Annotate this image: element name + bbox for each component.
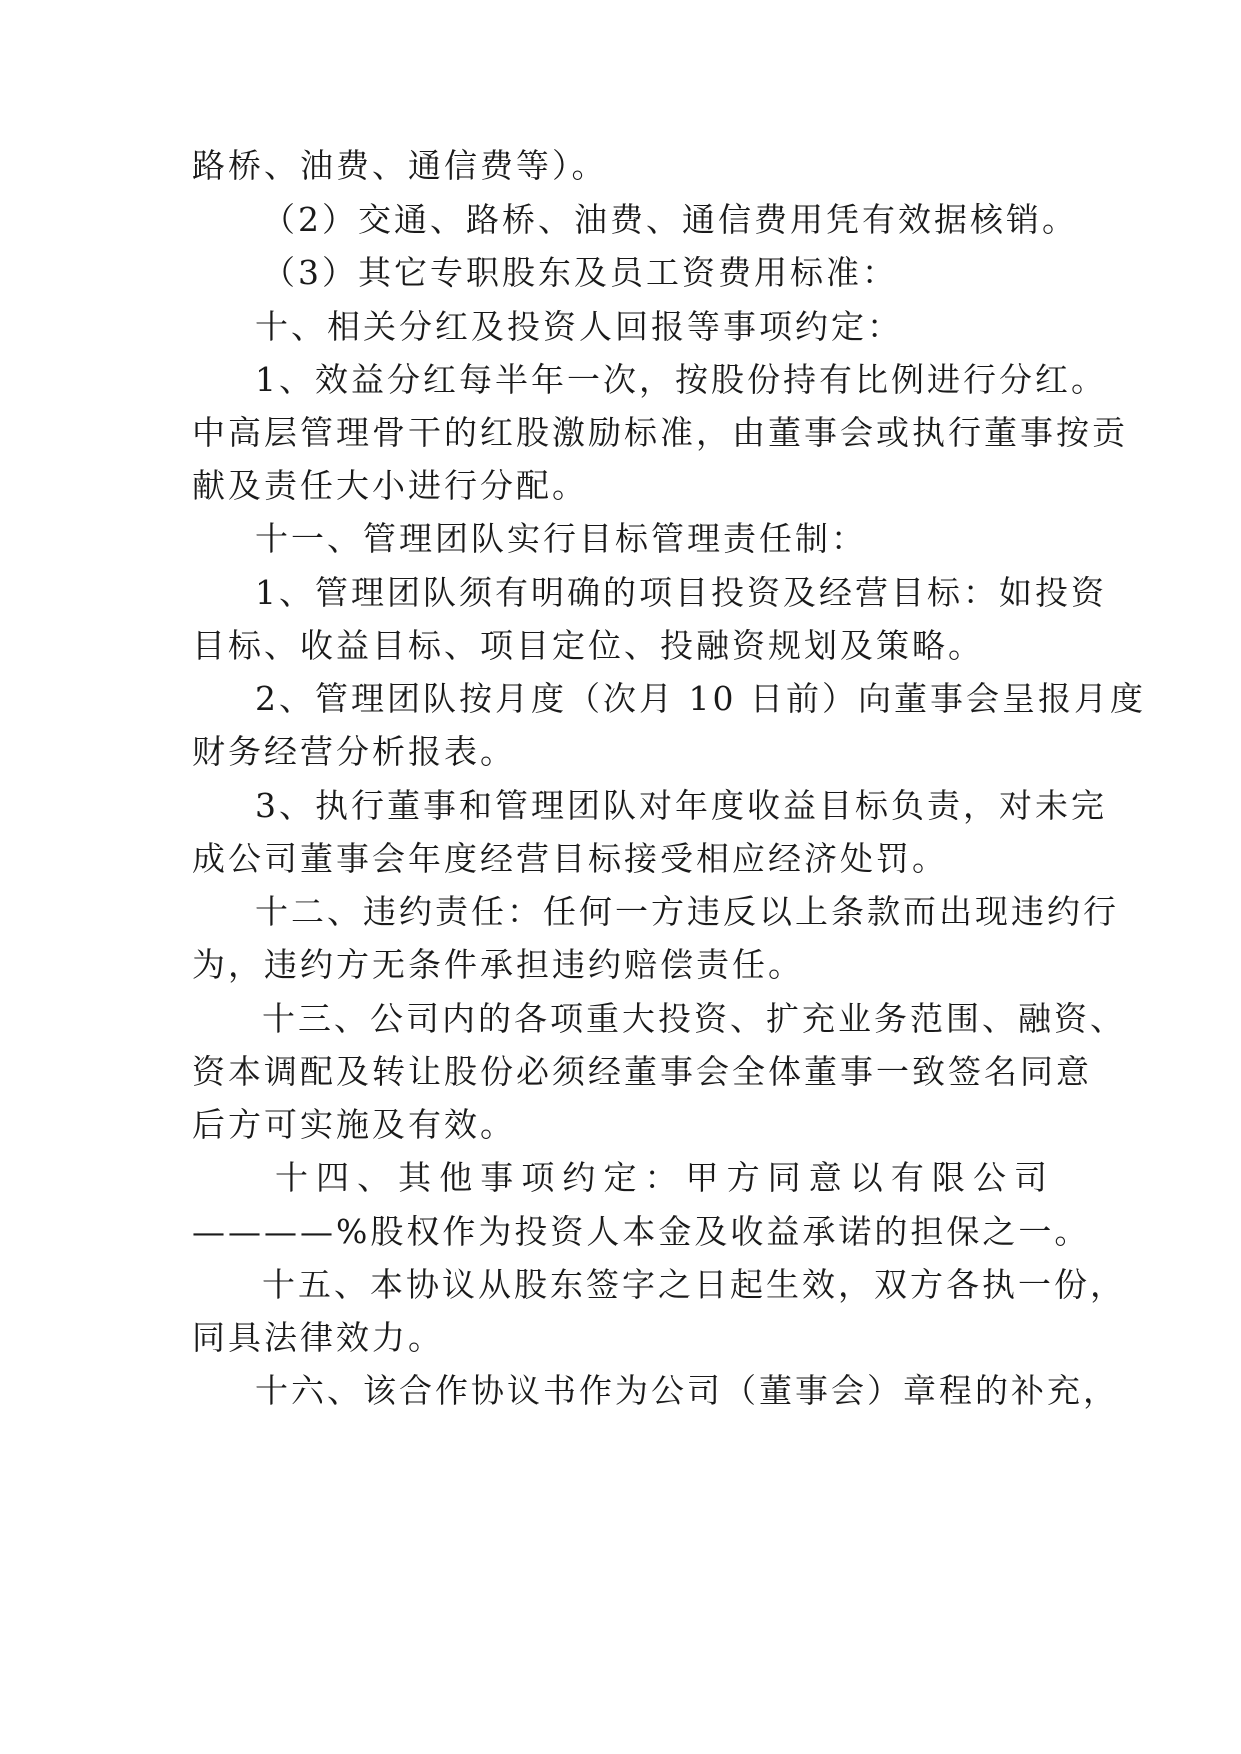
- section-heading: 十五、本协议从股东签字之日起生效，双方各执一份，: [262, 1265, 1126, 1304]
- paragraph-line: 成公司董事会年度经营目标接受相应经济处罚。: [192, 839, 948, 878]
- section-heading: 十一、管理团队实行目标管理责任制：: [255, 519, 867, 558]
- paragraph-line: 财务经营分析报表。: [192, 732, 516, 771]
- paragraph-line: 1、效益分红每半年一次，按股份持有比例进行分红。: [255, 360, 1107, 399]
- paragraph-line: 路桥、油费、通信费等）。: [192, 146, 608, 185]
- section-heading: 十四、其他事项约定：甲方同意以有限公司: [275, 1158, 1047, 1197]
- section-heading: 十二、违约责任：任何一方违反以上条款而出现违约行: [255, 892, 1119, 931]
- paragraph-line: 中高层管理骨干的红股激励标准，由董事会或执行董事按贡: [192, 413, 1128, 452]
- paragraph-line: 献及责任大小进行分配。: [192, 466, 588, 505]
- paragraph-line: 资本调配及转让股份必须经董事会全体董事一致签名同意: [192, 1052, 1092, 1091]
- section-heading: 十、相关分红及投资人回报等事项约定：: [255, 307, 903, 346]
- paragraph-line: 2、管理团队按月度（次月 10 日前）向董事会呈报月度: [255, 679, 1146, 718]
- paragraph-line: （3）其它专职股东及员工资费用标准：: [262, 253, 898, 292]
- paragraph-line: 3、执行董事和管理团队对年度收益目标负责，对未完: [255, 786, 1107, 825]
- paragraph-line: ————%股权作为投资人本金及收益承诺的担保之一。: [192, 1212, 1091, 1251]
- paragraph-line: 1、管理团队须有明确的项目投资及经营目标：如投资: [255, 573, 1107, 612]
- section-heading: 十六、该合作协议书作为公司（董事会）章程的补充，: [255, 1371, 1119, 1410]
- paragraph-line: 目标、收益目标、项目定位、投融资规划及策略。: [192, 626, 984, 665]
- section-heading: 十三、公司内的各项重大投资、扩充业务范围、融资、: [262, 999, 1126, 1038]
- paragraph-line: 后方可实施及有效。: [192, 1105, 516, 1144]
- paragraph-line: 同具法律效力。: [192, 1318, 444, 1357]
- paragraph-line: 为，违约方无条件承担违约赔偿责任。: [192, 945, 804, 984]
- paragraph-line: （2）交通、路桥、油费、通信费用凭有效据核销。: [262, 200, 1078, 239]
